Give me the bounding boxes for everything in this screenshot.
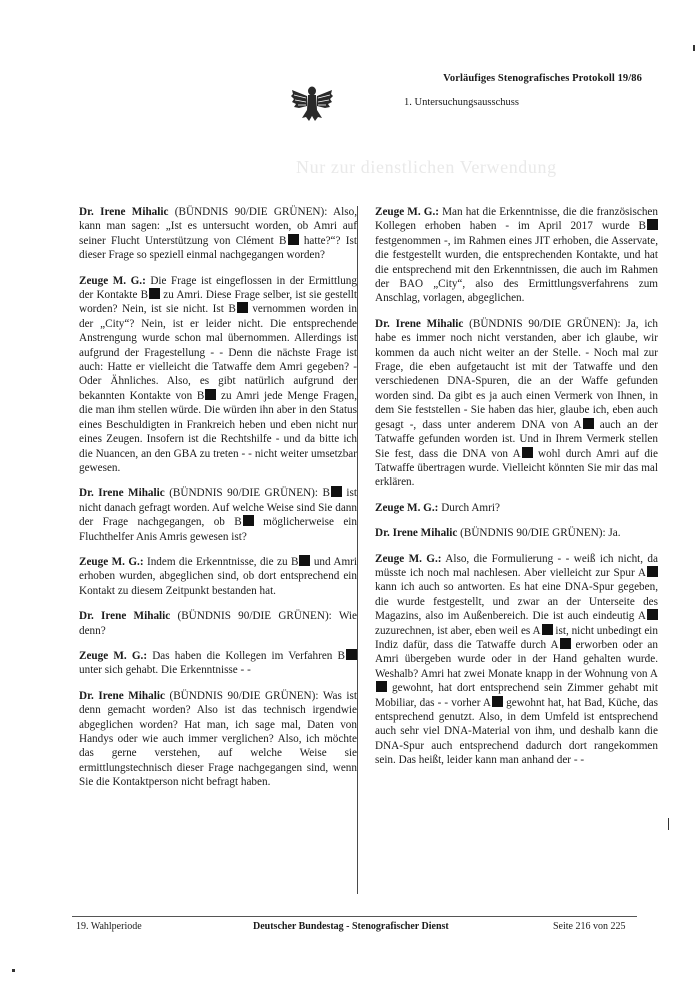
footer-period: 19. Wahlperiode [76,921,142,932]
speech-text: B [318,487,330,500]
speaker-party: (BÜNDNIS 90/DIE GRÜNEN): [164,689,319,702]
speech-block [79,649,357,678]
speech-block [79,609,357,638]
speech-text: möglicherweise ein Fluchthelfer Anis Amris gewesen ist? [79,516,358,543]
speech-text: festgenommen -, im Rahmen eines JIT erhoben, die Asservate, die festgestellt wurden, die entsprechenden Kontakte, und hat die entsprechend mit den Erkenntnissen, die auch im Rahmen der BAO „City“, also des Ermittlungsverfahrens zum Anschlag, vorlagen, abgeglichen. [375,234,658,305]
redaction-bar [376,681,387,692]
speaker-party: (BÜNDNIS 90/DIE GRÜNEN): [168,206,328,218]
speech-text: Die Frage ist eingeflossen in der Ermittlung der Kontakte B [79,274,357,302]
speech-text: gewohnt, hat dort entsprechend sein Zimmer gehabt mit Mobiliar, das - - vorher A [375,682,658,709]
redaction-bar [149,288,160,299]
redaction-bar [243,515,254,526]
redaction-bar [542,624,553,635]
speech-block [375,552,658,768]
speech-block [375,501,658,515]
speaker-name: Zeuge M. G.: [375,501,439,514]
speech-block [375,526,658,540]
committee-name: 1. Untersuchungsausschuss [404,97,519,108]
redaction-bar [492,696,503,707]
speech-text: zuzurechnen, ist aber, eben weil es A [375,624,541,637]
redaction-bar [346,649,357,660]
scan-mark [693,45,695,51]
speaker-name: Zeuge M. G.: [375,206,439,218]
speech-text: Was ist denn gemacht worden? Also ist das technisch irgendwie abgeglichen worden? Hat man, ich sage mal, Daten von Handys oder wie auch immer verglichen? Also, ich möchte das gerne verstehen, auf welche Weise sie ermittlungstechnisch dieser Frage nachgegangen sind, wenn Sie die Kontaktperson nicht befragt haben. [79,689,357,789]
speech-text: und Amri erhoben wurden, abgeglichen sind, ob dort entsprechend ein Kontakt zu diesem Zeitpunkt bestanden hat. [79,555,357,597]
redaction-bar [205,389,216,400]
speech-block [375,205,658,306]
speaker-name: Dr. Irene Mihalic [79,610,171,623]
speech-text: Also, kann man sagen: „Ist es untersucht worden, ob Amri auf seiner Flucht Unterstützung von Clément B [79,206,357,247]
footer-publisher: Deutscher Bundestag - Stenografischer Dienst [253,921,449,932]
speaker-name: Dr. Irene Mihalic [79,487,165,500]
speech-text: Wie denn? [79,610,358,637]
speech-text: kann ich auch so antworten. Es hat eine DNA-Spur gegeben, die wurde festgestellt, und zwar an der Unterseite des Magazins, also im Außenbereich. Die ist auch eindeutig A [375,581,658,623]
speech-block [79,274,357,476]
redaction-bar [583,418,594,429]
speech-text: auch an der Tatwaffe gefunden worden ist. Und in Ihrem Vermerk stellen Sie fest, dass die DNA von A [375,418,658,460]
speech-text: wohl durch Amri auf die Tatwaffe übertragen wurde. Vielleicht könnten Sie mir das mal erklären. [375,447,658,489]
redaction-bar [288,234,299,245]
redaction-bar [647,566,658,577]
speaker-name: Dr. Irene Mihalic [79,689,165,702]
redaction-bar [647,609,658,620]
right-column [375,205,658,779]
speech-block [79,555,357,598]
speaker-party: (BÜNDNIS 90/DIE GRÜNEN): [457,527,606,540]
speaker-name: Zeuge M. G.: [79,649,148,662]
speaker-name: Dr. Irene Mihalic [375,527,458,540]
speech-block [79,486,357,544]
protocol-title: Vorläufiges Stenografisches Protokoll 19/86 [443,73,642,84]
speech-text: zu Amri. Diese Frage selber, ist sie gestellt worden? Nein, ist sie nicht. Ist B [79,289,357,316]
speech-text: erworben oder an Amri übergeben wurde oder in der Hand gehalten wurde. Weshalb? Amri hat zwei Monate knapp in der Wohnung von A [375,638,658,680]
footer-page-number: Seite 216 von 225 [553,921,626,932]
speaker-party: (BÜNDNIS 90/DIE GRÜNEN): [170,610,332,623]
speaker-name: Zeuge M. G.: [79,555,144,568]
redaction-bar [331,486,342,497]
speaker-name: Dr. Irene Mihalic [79,206,169,218]
left-column [79,205,357,801]
column-divider [357,206,358,894]
speech-text: Durch Amri? [438,501,500,514]
redaction-bar [299,555,310,566]
scan-mark [668,818,669,830]
speech-block [79,205,357,263]
speech-text: Ja, ich habe es immer noch nicht verstanden, aber ich glaube, wir kommen da auch nicht weiter an der Stelle. - Noch mal zur Frage, die eben aufgetaucht ist mit der Tatwaffe und den verschiedenen DNA-Spuren, die an der Waffe gefunden worden sind. Da gibt es ja auch einen Vermerk von Ihnen, in dem Sie feststellen - Sie haben das hier, glaube ich, eben auch gesagt -, dass unter anderem DNA von A [375,317,658,431]
watermark: Nur zur dienstlichen Verwendung [296,157,557,177]
speech-text: Also, die Formulierung - - weiß ich nicht, da müsste ich noch mal nachlesen. Aber vielleicht zur Spur A [375,552,658,579]
speaker-party: (BÜNDNIS 90/DIE GRÜNEN): [164,487,318,500]
speech-text: Indem die Erkenntnisse, die zu B [143,555,299,568]
speech-text: Ja. [605,527,621,540]
bundestag-eagle-icon [290,84,334,122]
redaction-bar [647,219,658,230]
speaker-name: Zeuge M. G.: [79,274,146,287]
speech-text: Man hat die Erkenntnisse, die die französischen Kollegen erhoben haben - im April 2017 wurde B [375,206,658,233]
redaction-bar [237,302,248,313]
redaction-bar [560,638,571,649]
speech-text: hatte?“? Ist dieser Frage so speziell einmal nachgegangen worden? [79,234,357,262]
speech-block [375,317,658,490]
speech-text: ist, nicht unbedingt ein Indiz dafür, dass die Tatwaffe durch A [375,624,658,651]
speaker-name: Zeuge M. G.: [375,552,442,565]
speech-text: gewohnt hat, hat Bad, Küche, das entsprechend genutzt. Also, in dem Umfeld ist entsprechend auch sehr viel DNA-Material von ihm, und deshalb kann die DNA-Spur auch entsprechend dadurch dort rangekommen sein. Das heißt, leider kann man anhand der - - [375,696,658,767]
speech-text: Das haben die Kollegen im Verfahren B [147,649,345,662]
redaction-bar [522,447,533,458]
speaker-party: (BÜNDNIS 90/DIE GRÜNEN): [463,317,621,330]
speech-block [79,689,357,790]
speech-text: unter sich gehabt. Die Erkenntnisse - - [79,664,251,677]
speech-text: ist nicht danach gefragt worden. Auf welche Weise sind Sie dann der Frage nachgegangen, ob B [79,487,358,529]
scan-mark [12,969,15,972]
footer-rule [72,916,637,917]
speech-text: zu Amri jede Menge Fragen, die man ihm stellen würde. Die würden ihn aber in den Status eines Beschuldigten in Frankreich heben und eben nicht nur eines Zeugen. Insofern ist die Rechtshilfe - und da bitte ich die Nuancen, an den GBA zu treten - - nicht weiter umsetzbar gewesen. [79,389,357,474]
speaker-name: Dr. Irene Mihalic [375,317,464,330]
speech-text: vernommen worden in der „City“? Nein, ist er leider nicht. Die entsprechende Anstrengung wurde schon mal übernommen. Allerdings ist aufgrund der Fragestellung - - Denn die nächste Frage ist auch: Hatte er vielleicht die Tatwaffe dem Amri gegeben? - Oder Ähnliches. Also, es gibt natürlich aufgrund der bekannten Kontakte von B [79,303,357,402]
